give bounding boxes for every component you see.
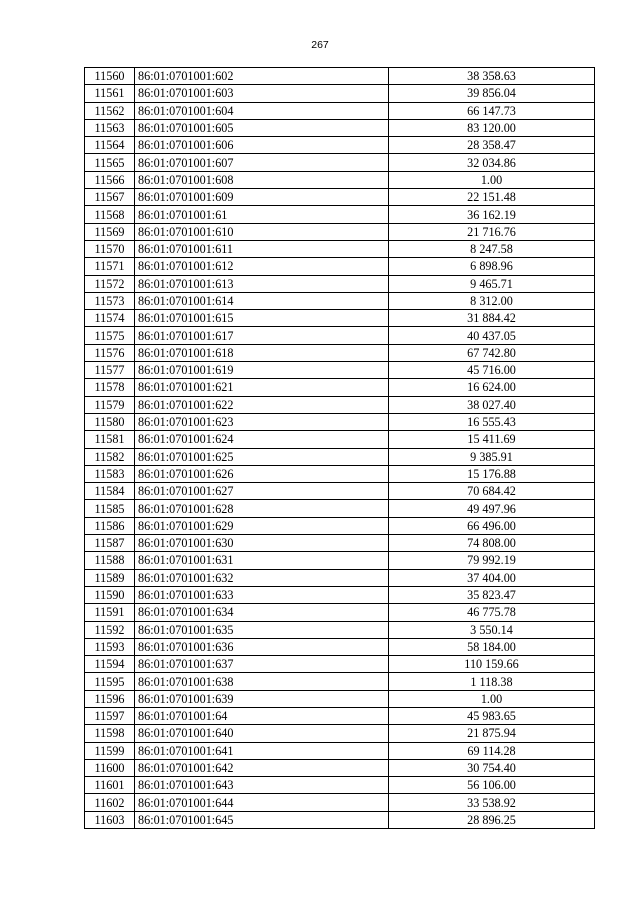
cadastral-number: 86:01:0701001:625 <box>135 448 389 465</box>
table-row <box>85 310 595 327</box>
cadastral-number: 86:01:0701001:604 <box>135 102 389 119</box>
table-row <box>85 154 595 171</box>
cadastral-number: 86:01:0701001:610 <box>135 223 389 240</box>
table-row <box>85 85 595 102</box>
row-number: 11580 <box>85 413 135 430</box>
table-row <box>85 690 595 707</box>
cadastral-value: 21 716.76 <box>389 223 595 240</box>
cadastral-number: 86:01:0701001:630 <box>135 535 389 552</box>
cadastral-number: 86:01:0701001:64 <box>135 707 389 724</box>
row-number: 11601 <box>85 777 135 794</box>
table-row <box>85 448 595 465</box>
cadastral-value: 8 247.58 <box>389 240 595 257</box>
cadastral-value: 33 538.92 <box>389 794 595 811</box>
row-number: 11594 <box>85 656 135 673</box>
cadastral-value: 35 823.47 <box>389 586 595 603</box>
cadastral-number: 86:01:0701001:631 <box>135 552 389 569</box>
table-row <box>85 344 595 361</box>
table-row <box>85 275 595 292</box>
table-row <box>85 379 595 396</box>
table-row <box>85 102 595 119</box>
cadastral-number: 86:01:0701001:615 <box>135 310 389 327</box>
cadastral-value: 45 983.65 <box>389 707 595 724</box>
cadastral-value: 66 147.73 <box>389 102 595 119</box>
cadastral-number: 86:01:0701001:613 <box>135 275 389 292</box>
cadastral-number: 86:01:0701001:617 <box>135 327 389 344</box>
table-row <box>85 552 595 569</box>
cadastral-number: 86:01:0701001:622 <box>135 396 389 413</box>
cadastral-value: 36 162.19 <box>389 206 595 223</box>
cadastral-value: 49 497.96 <box>389 500 595 517</box>
row-number: 11565 <box>85 154 135 171</box>
table-row <box>85 413 595 430</box>
table-body <box>85 68 595 829</box>
cadastral-number: 86:01:0701001:621 <box>135 379 389 396</box>
cadastral-number: 86:01:0701001:619 <box>135 362 389 379</box>
table-row <box>85 189 595 206</box>
cadastral-value: 38 027.40 <box>389 396 595 413</box>
cadastral-value: 21 875.94 <box>389 725 595 742</box>
cadastral-number: 86:01:0701001:609 <box>135 189 389 206</box>
cadastral-number: 86:01:0701001:645 <box>135 811 389 828</box>
row-number: 11596 <box>85 690 135 707</box>
row-number: 11584 <box>85 483 135 500</box>
cadastral-value: 16 624.00 <box>389 379 595 396</box>
row-number: 11597 <box>85 707 135 724</box>
cadastral-value: 56 106.00 <box>389 777 595 794</box>
cadastral-value: 38 358.63 <box>389 68 595 85</box>
cadastral-value: 45 716.00 <box>389 362 595 379</box>
table-row <box>85 362 595 379</box>
table-row <box>85 707 595 724</box>
cadastral-value: 79 992.19 <box>389 552 595 569</box>
cadastral-value: 70 684.42 <box>389 483 595 500</box>
row-number: 11576 <box>85 344 135 361</box>
cadastral-number: 86:01:0701001:607 <box>135 154 389 171</box>
cadastral-value: 22 151.48 <box>389 189 595 206</box>
table-row <box>85 500 595 517</box>
table-row <box>85 327 595 344</box>
cadastral-number: 86:01:0701001:634 <box>135 604 389 621</box>
row-number: 11566 <box>85 171 135 188</box>
cadastral-value: 40 437.05 <box>389 327 595 344</box>
row-number: 11579 <box>85 396 135 413</box>
cadastral-number: 86:01:0701001:612 <box>135 258 389 275</box>
table-row <box>85 811 595 828</box>
table-row <box>85 725 595 742</box>
cadastral-value: 1 118.38 <box>389 673 595 690</box>
row-number: 11571 <box>85 258 135 275</box>
cadastral-number: 86:01:0701001:633 <box>135 586 389 603</box>
cadastral-value: 32 034.86 <box>389 154 595 171</box>
row-number: 11598 <box>85 725 135 742</box>
cadastral-value-table <box>84 67 595 829</box>
table-row <box>85 535 595 552</box>
table-row <box>85 396 595 413</box>
cadastral-number: 86:01:0701001:608 <box>135 171 389 188</box>
cadastral-value: 9 385.91 <box>389 448 595 465</box>
cadastral-number: 86:01:0701001:643 <box>135 777 389 794</box>
cadastral-value: 67 742.80 <box>389 344 595 361</box>
cadastral-number: 86:01:0701001:641 <box>135 742 389 759</box>
table-row <box>85 68 595 85</box>
row-number: 11585 <box>85 500 135 517</box>
table-row <box>85 223 595 240</box>
cadastral-number: 86:01:0701001:644 <box>135 794 389 811</box>
cadastral-value: 39 856.04 <box>389 85 595 102</box>
row-number: 11564 <box>85 137 135 154</box>
row-number: 11567 <box>85 189 135 206</box>
table-row <box>85 137 595 154</box>
table-row <box>85 465 595 482</box>
table-row <box>85 638 595 655</box>
cadastral-number: 86:01:0701001:605 <box>135 119 389 136</box>
cadastral-number: 86:01:0701001:632 <box>135 569 389 586</box>
cadastral-number: 86:01:0701001:611 <box>135 240 389 257</box>
table-row <box>85 240 595 257</box>
row-number: 11589 <box>85 569 135 586</box>
row-number: 11573 <box>85 292 135 309</box>
table-row <box>85 517 595 534</box>
row-number: 11570 <box>85 240 135 257</box>
table-row <box>85 206 595 223</box>
cadastral-value: 1.00 <box>389 690 595 707</box>
row-number: 11588 <box>85 552 135 569</box>
cadastral-number: 86:01:0701001:635 <box>135 621 389 638</box>
row-number: 11578 <box>85 379 135 396</box>
row-number: 11591 <box>85 604 135 621</box>
cadastral-number: 86:01:0701001:624 <box>135 431 389 448</box>
table-row <box>85 569 595 586</box>
table-row <box>85 742 595 759</box>
cadastral-value: 15 411.69 <box>389 431 595 448</box>
cadastral-number: 86:01:0701001:628 <box>135 500 389 517</box>
cadastral-number: 86:01:0701001:606 <box>135 137 389 154</box>
row-number: 11577 <box>85 362 135 379</box>
cadastral-value: 30 754.40 <box>389 759 595 776</box>
row-number: 11572 <box>85 275 135 292</box>
table-row <box>85 431 595 448</box>
table-row <box>85 656 595 673</box>
cadastral-number: 86:01:0701001:627 <box>135 483 389 500</box>
cadastral-value: 28 358.47 <box>389 137 595 154</box>
table-row <box>85 794 595 811</box>
cadastral-value: 8 312.00 <box>389 292 595 309</box>
row-number: 11562 <box>85 102 135 119</box>
table-row <box>85 621 595 638</box>
cadastral-number: 86:01:0701001:602 <box>135 68 389 85</box>
cadastral-number: 86:01:0701001:626 <box>135 465 389 482</box>
cadastral-value: 15 176.88 <box>389 465 595 482</box>
row-number: 11592 <box>85 621 135 638</box>
row-number: 11581 <box>85 431 135 448</box>
table-row <box>85 258 595 275</box>
cadastral-value: 3 550.14 <box>389 621 595 638</box>
row-number: 11599 <box>85 742 135 759</box>
row-number: 11563 <box>85 119 135 136</box>
cadastral-value: 1.00 <box>389 171 595 188</box>
table-row <box>85 586 595 603</box>
row-number: 11560 <box>85 68 135 85</box>
table-row <box>85 759 595 776</box>
cadastral-value: 9 465.71 <box>389 275 595 292</box>
row-number: 11583 <box>85 465 135 482</box>
cadastral-number: 86:01:0701001:637 <box>135 656 389 673</box>
cadastral-number: 86:01:0701001:636 <box>135 638 389 655</box>
cadastral-value: 31 884.42 <box>389 310 595 327</box>
table-row <box>85 673 595 690</box>
cadastral-value: 83 120.00 <box>389 119 595 136</box>
page-number: 267 <box>311 39 329 51</box>
cadastral-value: 58 184.00 <box>389 638 595 655</box>
cadastral-value: 110 159.66 <box>389 656 595 673</box>
row-number: 11574 <box>85 310 135 327</box>
cadastral-value: 69 114.28 <box>389 742 595 759</box>
cadastral-value: 28 896.25 <box>389 811 595 828</box>
cadastral-number: 86:01:0701001:642 <box>135 759 389 776</box>
row-number: 11568 <box>85 206 135 223</box>
cadastral-value: 74 808.00 <box>389 535 595 552</box>
cadastral-number: 86:01:0701001:603 <box>135 85 389 102</box>
cadastral-value: 66 496.00 <box>389 517 595 534</box>
row-number: 11569 <box>85 223 135 240</box>
cadastral-number: 86:01:0701001:61 <box>135 206 389 223</box>
cadastral-value: 6 898.96 <box>389 258 595 275</box>
table-row <box>85 483 595 500</box>
row-number: 11575 <box>85 327 135 344</box>
table-row <box>85 292 595 309</box>
cadastral-number: 86:01:0701001:638 <box>135 673 389 690</box>
table-row <box>85 604 595 621</box>
cadastral-number: 86:01:0701001:614 <box>135 292 389 309</box>
row-number: 11595 <box>85 673 135 690</box>
cadastral-number: 86:01:0701001:640 <box>135 725 389 742</box>
table-row <box>85 119 595 136</box>
cadastral-value: 37 404.00 <box>389 569 595 586</box>
row-number: 11582 <box>85 448 135 465</box>
cadastral-number: 86:01:0701001:639 <box>135 690 389 707</box>
row-number: 11590 <box>85 586 135 603</box>
row-number: 11593 <box>85 638 135 655</box>
row-number: 11587 <box>85 535 135 552</box>
row-number: 11561 <box>85 85 135 102</box>
cadastral-number: 86:01:0701001:623 <box>135 413 389 430</box>
row-number: 11586 <box>85 517 135 534</box>
table-row <box>85 777 595 794</box>
cadastral-value: 46 775.78 <box>389 604 595 621</box>
cadastral-value: 16 555.43 <box>389 413 595 430</box>
row-number: 11602 <box>85 794 135 811</box>
row-number: 11600 <box>85 759 135 776</box>
cadastral-number: 86:01:0701001:618 <box>135 344 389 361</box>
table-row <box>85 171 595 188</box>
cadastral-number: 86:01:0701001:629 <box>135 517 389 534</box>
row-number: 11603 <box>85 811 135 828</box>
